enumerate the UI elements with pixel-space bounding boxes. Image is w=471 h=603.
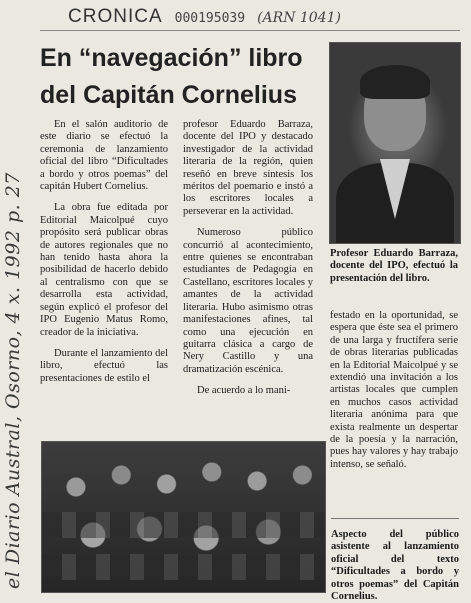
paragraph: profesor Eduardo Barraza, docente del IPO y destacado investigador de la actividad literaria de la región, quien reseñó en breve síntesis los méritos del poemario e instó a los escritores locales a perseverar en la actividad. xyxy=(183,119,313,217)
handwritten-source-note: el Diario Austral, Osorno, 4 x. 1992 p. 27 xyxy=(2,172,24,589)
archive-code: (ARN 1041) xyxy=(257,10,341,26)
paragraph: Durante el lanzamiento del libro, efectuó las presentaciones de estilo el xyxy=(40,347,168,384)
clipping-header xyxy=(68,6,341,28)
paragraph: festado en la oportunidad, se espera que éste sea el primero de una larga y fructífera serie de obras literarias publicadas en la Editorial Maicolpué y se extendió una invitación a los artistas locales que cumplen en muchos casos actividad literaria anónima para que exista realmente un despertar de la poesía y la narración, pues hay valores y hay trabajo intenso, se señaló. xyxy=(330,310,458,470)
portrait-photo xyxy=(329,42,461,244)
audience-row xyxy=(42,554,325,580)
portrait-hair xyxy=(360,65,430,99)
article-column-2 xyxy=(183,119,313,407)
article-column-1 xyxy=(40,119,168,394)
headline-line-2: del Capitán Cornelius xyxy=(40,81,297,109)
headline xyxy=(40,40,330,114)
header-rule xyxy=(40,30,460,31)
archive-stamp: 000195039 xyxy=(174,11,246,26)
paragraph: De acuerdo a lo mani- xyxy=(197,385,291,397)
portrait-caption: Profesor Eduardo Barraza, docente del IPO, efectuó la presentación del libro. xyxy=(330,248,458,284)
paragraph: En el salón auditorio de este diario se efectuó la ceremonia de lanzamiento oficial del libro “Dificultades a bordo y otros poemas” del capitán Hubert Cornelius. xyxy=(40,119,168,193)
paragraph: Numeroso público concurrió al acontecimiento, entre quienes se encontraban estudiantes de Pedagogía en Castellano, escritores locales y amantes de la actividad literaria. Hubo asimismo otras manifestaciones afines, tal como una ejecución en guitarra clásica a cargo de Nery Castillo y una dramatización escénica. xyxy=(183,227,313,375)
section-name: CRONICA xyxy=(68,6,163,27)
paragraph: La obra fue editada por Editorial Maicolpué cuyo propósito será publicar obras de autores regionales que no han tenido hasta ahora la posibilidad de hacerlo debido al centralismo con que se desarrolla esta actividad, según explicó el profesor del IPO Eugenio Matus Romo, creador de la iniciativa. xyxy=(40,202,168,338)
headline-line-1: En “navegación” libro xyxy=(40,44,303,72)
audience-row xyxy=(42,512,325,538)
audience-caption: Aspecto del público asistente al lanzamiento oficial del texto “Dificultades a bordo y otros poemas” del Capitán Cornelius. xyxy=(331,518,459,603)
article-column-3 xyxy=(330,310,458,480)
audience-photo xyxy=(41,441,326,593)
